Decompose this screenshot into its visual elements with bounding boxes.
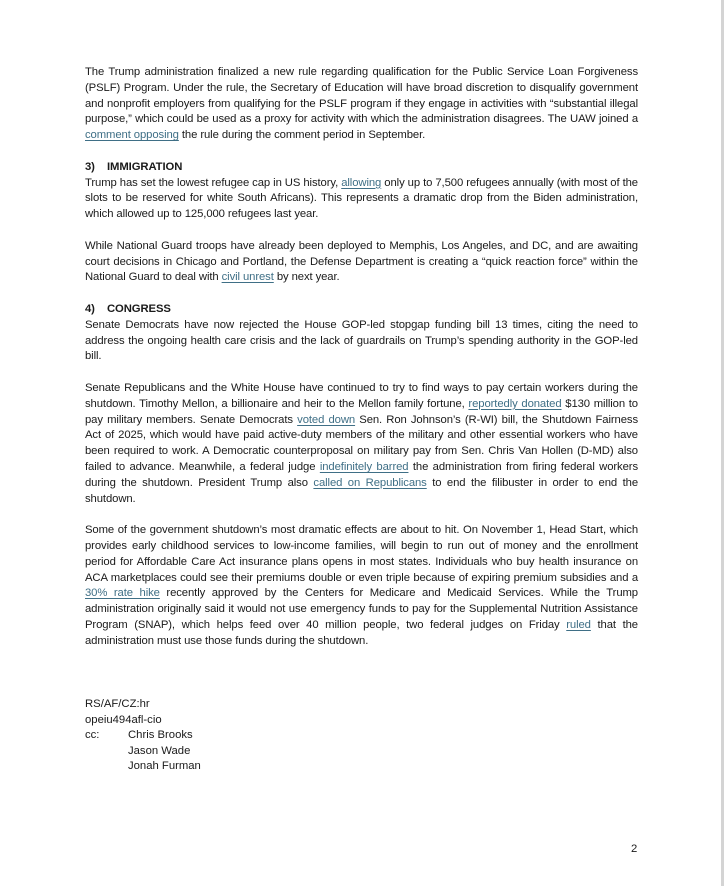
initials: RS/AF/CZ:hr xyxy=(85,698,150,710)
signature-block xyxy=(85,697,201,775)
shutdown-effects-paragraph: Some of the government shutdown’s most dramatic effects are about to hit. On November 1, Head Start, which provides early childhood services to low-income families, will begin to run out of money and the enrollment period for Affordable Care Act insurance plans opens in most states. Individuals who buy health insurance on ACA marketplaces could see their premiums double or even triple because of expiring premium subsidies and a 30% rate hike recently approved by the Centers for Medicare and Medicaid Services. While the Trump administration originally said it would not use emergency funds to pay for the Supplemental Nutrition Assistance Program (SNAP), which helps feed over 40 million people, two federal judges on Friday ruled that the administration must use those funds during the shutdown. xyxy=(85,524,638,647)
national-guard-paragraph: While National Guard troops have already been deployed to Memphis, Los Angeles, and DC, and are awaiting court decisions in Chicago and Portland, the Defense Department is creating a “quick reaction force” within the National Guard to deal with civil unrest by next year. xyxy=(85,239,638,284)
comment-opposing-link[interactable]: comment opposing xyxy=(85,129,179,142)
section-title: CONGRESS xyxy=(107,302,171,315)
cc-label: cc: xyxy=(85,729,100,741)
cc-list xyxy=(85,728,201,775)
section-heading-congress xyxy=(85,302,638,318)
section-number: 3) xyxy=(85,160,95,173)
stopgap-bill-paragraph: Senate Democrats have now rejected the House GOP-led stopgap funding bill 13 times, citing the need to address the ongoing health care crisis and the lack of guardrails on Trump’s spending authority in the GOP-led bill. xyxy=(85,318,638,363)
voted-down-link[interactable]: voted down xyxy=(297,413,356,426)
pay-workers-paragraph: Senate Republicans and the White House have continued to try to find ways to pay certain workers during the shutdown. Timothy Mellon, a billionaire and heir to the Mellon family fortune, reportedly donated $130 million to pay military members. Senate Democrats voted down Sen. Ron Johnson’s (R-WI) bill, the Shutdown Fairness Act of 2025, which would have paid active-duty members of the military and other essential workers who have been required to work. A Democratic counterproposal on military pay from Sen. Chris Van Hollen (D-MD) also failed to advance. Meanwhile, a federal judge indefinitely barred the administration from firing federal workers during the shutdown. President Trump also called on Republicans to end the filibuster in order to end the shutdown. xyxy=(85,381,639,505)
ruled-link[interactable]: ruled xyxy=(566,618,591,631)
refugee-cap-paragraph: Trump has set the lowest refugee cap in US history, allowing only up to 7,500 refugees annually (with most of the slots to be reserved for white South Africans). This represents a dramatic drop from the Biden administration, which allowed up to 125,000 refugees last year. xyxy=(85,176,638,221)
section-title: IMMIGRATION xyxy=(107,160,183,173)
section-heading-immigration xyxy=(85,160,638,176)
section-number: 4) xyxy=(85,302,95,315)
document-body xyxy=(85,65,638,665)
civil-unrest-link[interactable]: civil unrest xyxy=(221,271,274,284)
cc-name: Jonah Furman xyxy=(128,760,201,772)
called-on-republicans-link[interactable]: called on Republicans xyxy=(313,476,427,489)
page-number: 2 xyxy=(631,843,638,855)
reportedly-donated-link[interactable]: reportedly donated xyxy=(468,397,562,410)
pslf-paragraph: The Trump administration finalized a new rule regarding qualification for the Public Service Loan Forgiveness (PSLF) Program. Under the rule, the Secretary of Education will have broad discretion to disqualify government and nonprofit employers from qualifying for the PSLF program if they engage in activities with “substantial illegal purpose,” which could be used as a proxy for activity with which the administration disagrees. The UAW joined a comment opposing the rule during the comment period in September. xyxy=(85,66,638,142)
rate-hike-link[interactable]: 30% rate hike xyxy=(85,587,160,600)
cc-name: Chris Brooks xyxy=(128,729,193,741)
indefinitely-barred-link[interactable]: indefinitely barred xyxy=(319,460,409,473)
union-label: opeiu494afl-cio xyxy=(85,713,162,726)
allowing-link[interactable]: allowing xyxy=(341,176,382,189)
cc-name: Jason Wade xyxy=(128,744,191,757)
